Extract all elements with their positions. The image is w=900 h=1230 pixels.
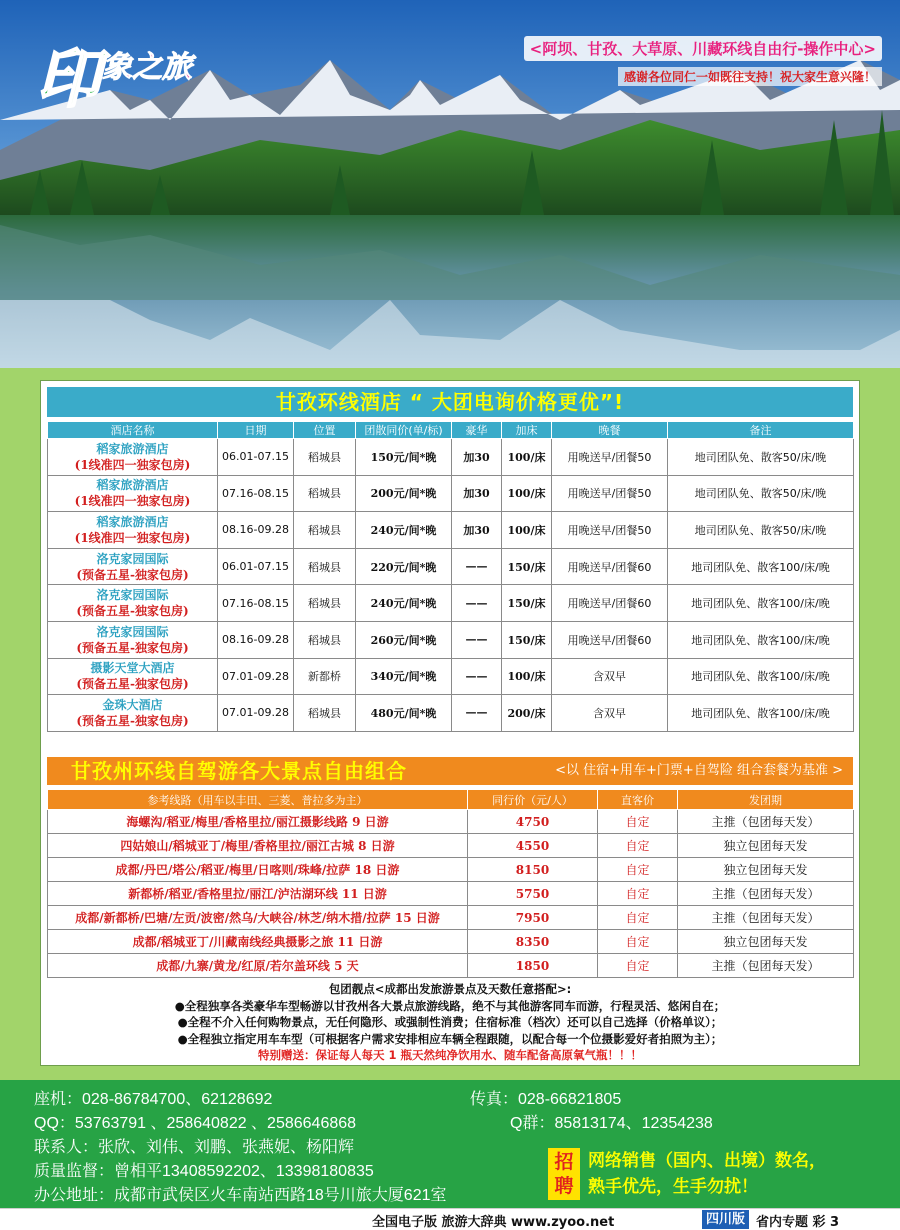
route-departure: 主推（包团每天发） <box>678 810 854 834</box>
hotel-date: 06.01-07.15 <box>218 548 294 585</box>
route-departure: 独立包团每天发 <box>678 930 854 954</box>
route-table <box>47 789 854 978</box>
col-hotel-name: 酒店名称 <box>48 422 218 439</box>
hotel-name-cell <box>48 548 218 585</box>
route-retail-price: 自定 <box>598 834 678 858</box>
hotel-note: 地司团队免、散客100/床/晚 <box>668 658 854 695</box>
route-retail-price: 自定 <box>598 954 678 978</box>
route-name: 四姑娘山/稻城亚丁/梅里/香格里拉/丽江古城 8 日游 <box>48 834 468 858</box>
table-row <box>48 858 854 882</box>
route-table-header <box>48 790 854 810</box>
hotel-note: 地司团队免、散客100/床/晚 <box>668 548 854 585</box>
logo-big-char: 印 <box>36 42 96 117</box>
hotel-name-cell <box>48 512 218 549</box>
recruit-line-2: 熟手优先，生手勿扰！ <box>588 1177 758 1197</box>
route-retail-price: 自定 <box>598 882 678 906</box>
special-gift: 特别赠送：保证每人每天 1 瓶天然纯净饮用水、随车配备高原氧气瓶！！！ <box>257 1048 642 1062</box>
hotel-note: 地司团队免、散客50/床/晚 <box>668 439 854 476</box>
hotel-luxury: 加30 <box>452 475 502 512</box>
hotel-name: 摄影天堂大酒店 <box>90 661 175 676</box>
route-departure: 主推（包团每天发） <box>678 882 854 906</box>
header-banner <box>0 0 900 368</box>
edition-badge: 四川版 <box>702 1210 749 1229</box>
route-name: 成都/丹巴/塔公/稻亚/梅里/日喀则/珠峰/拉萨 18 日游 <box>48 858 468 882</box>
notes-line: ●全程不介入任何购物景点，无任何隐形、或强制性消费；住宿标准（档次）还可以自己选择（价格单议）； <box>177 1015 723 1029</box>
route-trade-price: 5750 <box>468 882 598 906</box>
table-row <box>48 810 854 834</box>
office-address: 办公地址：成都市武侯区火车南站西路18号川旅大厦621室 <box>34 1187 447 1204</box>
content-area <box>0 368 900 1080</box>
col-retail-price: 直客价 <box>598 790 678 810</box>
hotel-luxury: 加30 <box>452 439 502 476</box>
contact-phone: 座机：028-86784700、62128692 <box>34 1091 273 1108</box>
hotel-luxury: —— <box>452 658 502 695</box>
hotel-name-cell <box>48 658 218 695</box>
notes-line: ●全程独立指定用车车型（可根据客户需求安排相应车辆全程跟随，以配合每一个位摄影爱好者拍照为主）； <box>177 1031 723 1046</box>
hotel-dinner: 含双早 <box>552 695 668 732</box>
hotel-price: 240元/间*晚 <box>356 585 452 622</box>
table-row <box>48 621 854 658</box>
hotel-name-cell <box>48 439 218 476</box>
route-trade-price: 4550 <box>468 834 598 858</box>
hotel-table <box>47 421 854 732</box>
route-trade-price: 8350 <box>468 930 598 954</box>
hotel-date: 08.16-09.28 <box>218 512 294 549</box>
hotel-dinner: 用晚送早/团餐50 <box>552 439 668 476</box>
col-date: 日期 <box>218 422 294 439</box>
hotel-price: 480元/间*晚 <box>356 695 452 732</box>
hotel-extra-bed: 200/床 <box>502 695 552 732</box>
contact-qq-group: Q群：85813174、12354238 <box>510 1115 713 1132</box>
route-retail-price: 自定 <box>598 858 678 882</box>
table-row <box>48 585 854 622</box>
hotel-luxury: —— <box>452 548 502 585</box>
route-name: 成都/新都桥/巴塘/左贡/波密/然乌/大峡谷/林芝/纳木措/拉萨 15 日游 <box>48 906 468 930</box>
hotel-date: 07.01-09.28 <box>218 695 294 732</box>
hotel-note: 地司团队免、散客100/床/晚 <box>668 695 854 732</box>
table-row <box>48 475 854 512</box>
col-luxury: 豪华 <box>452 422 502 439</box>
route-departure: 主推（包团每天发） <box>678 906 854 930</box>
route-trade-price: 4750 <box>468 810 598 834</box>
hotel-name-cell <box>48 621 218 658</box>
hotel-luxury: —— <box>452 585 502 622</box>
tagline-greeting: 感谢各位同仁一如既往支持！祝大家生意兴隆！ <box>618 67 882 86</box>
logo-small-text: 象之旅 <box>102 50 192 85</box>
contact-qq: QQ：53763791 、258640822 、2586646868 <box>34 1115 357 1132</box>
route-section-title: 甘孜州环线自驾游各大景点自由组合 <box>71 759 407 783</box>
table-row <box>48 906 854 930</box>
hotel-note: 地司团队免、散客50/床/晚 <box>668 512 854 549</box>
route-name: 新都桥/稻亚/香格里拉/丽江/泸沽湖环线 11 日游 <box>48 882 468 906</box>
route-name: 海螺沟/稻亚/梅里/香格里拉/丽江摄影线路 9 日游 <box>48 810 468 834</box>
hotel-tag: (1线准四一独家包房) <box>74 494 191 509</box>
hotel-tag: (1线准四一独家包房) <box>74 530 191 545</box>
hotel-note: 地司团队免、散客100/床/晚 <box>668 621 854 658</box>
route-departure: 独立包团每天发 <box>678 834 854 858</box>
hotel-location: 稻城县 <box>294 475 356 512</box>
table-row <box>48 930 854 954</box>
hotel-luxury: —— <box>452 695 502 732</box>
table-row <box>48 512 854 549</box>
hotel-date: 07.16-08.15 <box>218 585 294 622</box>
hotel-tag: (预备五星-独家包房) <box>76 677 189 692</box>
table-row <box>48 439 854 476</box>
table-row <box>48 658 854 695</box>
hotel-tag: (预备五星-独家包房) <box>76 604 189 619</box>
hotel-dinner: 用晚送早/团餐60 <box>552 548 668 585</box>
hotel-note: 地司团队免、散客50/床/晚 <box>668 475 854 512</box>
hotel-extra-bed: 150/床 <box>502 548 552 585</box>
hotel-date: 07.01-09.28 <box>218 658 294 695</box>
hotel-dinner: 用晚送早/团餐50 <box>552 475 668 512</box>
hotel-extra-bed: 100/床 <box>502 439 552 476</box>
hotel-name: 稻家旅游酒店 <box>96 441 169 456</box>
hotel-date: 08.16-09.28 <box>218 621 294 658</box>
hotel-dinner: 用晚送早/团餐50 <box>552 512 668 549</box>
hotel-date: 06.01-07.15 <box>218 439 294 476</box>
route-section-header <box>47 757 853 785</box>
route-name: 成都/九寨/黄龙/红原/若尔盖环线 5 天 <box>48 954 468 978</box>
quality-supervisor: 质量监督：曾相平13408592202、13398180835 <box>34 1163 374 1180</box>
header-tagline <box>524 36 882 86</box>
col-extra-bed: 加床 <box>502 422 552 439</box>
route-retail-price: 自定 <box>598 930 678 954</box>
package-notes <box>47 981 853 1064</box>
recruit-badge: 招聘 <box>548 1148 580 1200</box>
hotel-name: 金珠大酒店 <box>102 697 163 712</box>
hotel-price: 260元/间*晚 <box>356 621 452 658</box>
col-note: 备注 <box>668 422 854 439</box>
hotel-tag: (预备五星-独家包房) <box>76 567 189 582</box>
hotel-tag: (预备五星-独家包房) <box>76 713 189 728</box>
hotel-name-cell <box>48 695 218 732</box>
hotel-extra-bed: 150/床 <box>502 621 552 658</box>
contact-fax: 传真：028-66821805 <box>470 1091 622 1108</box>
tagline-title: <阿坝、甘孜、大草原、川藏环线自由行-操作中心> <box>524 36 882 61</box>
hotel-tag: (1线准四一独家包房) <box>74 457 191 472</box>
route-retail-price: 自定 <box>598 810 678 834</box>
col-location: 位置 <box>294 422 356 439</box>
hotel-tag: (预备五星-独家包房) <box>76 640 189 655</box>
contact-people: 联系人：张欣、刘伟、刘鹏、张燕妮、杨阳辉 <box>34 1139 355 1156</box>
notes-line: ●全程独享各类豪华车型畅游以甘孜州各大景点旅游线路，绝不与其他游客同车而游，行程灵活、悠闲自在； <box>174 998 726 1013</box>
hotel-name: 洛克家园国际 <box>96 588 169 603</box>
hotel-luxury: 加30 <box>452 512 502 549</box>
hotel-location: 新都桥 <box>294 658 356 695</box>
hotel-note: 地司团队免、散客100/床/晚 <box>668 585 854 622</box>
bottom-bar <box>0 1208 900 1230</box>
hotel-extra-bed: 100/床 <box>502 658 552 695</box>
hotel-location: 稻城县 <box>294 695 356 732</box>
bottom-left-text: 全国电子版 旅游大辞典 www.zyoo.net <box>372 1215 615 1230</box>
hotel-location: 稻城县 <box>294 548 356 585</box>
route-departure: 主推（包团每天发） <box>678 954 854 978</box>
route-trade-price: 8150 <box>468 858 598 882</box>
col-trade-price: 同行价（元/人） <box>468 790 598 810</box>
hotel-dinner: 用晚送早/团餐60 <box>552 621 668 658</box>
hotel-price: 220元/间*晚 <box>356 548 452 585</box>
col-route: 参考线路（用车以丰田、三菱、普拉多为主） <box>48 790 468 810</box>
content-panel <box>40 380 860 1066</box>
hotel-location: 稻城县 <box>294 585 356 622</box>
col-departure: 发团期 <box>678 790 854 810</box>
hotel-dinner: 用晚送早/团餐60 <box>552 585 668 622</box>
route-trade-price: 7950 <box>468 906 598 930</box>
bottom-right-text: 省内专题 彩 3 <box>756 1215 840 1230</box>
hotel-price: 340元/间*晚 <box>356 658 452 695</box>
hotel-name: 稻家旅游酒店 <box>96 478 169 493</box>
hotel-name-cell <box>48 475 218 512</box>
table-row <box>48 882 854 906</box>
route-table-body <box>48 810 854 978</box>
table-row <box>48 548 854 585</box>
recruit-line-1: 网络销售（国内、出境）数名， <box>588 1151 826 1171</box>
hotel-price: 200元/间*晚 <box>356 475 452 512</box>
hotel-dinner: 含双早 <box>552 658 668 695</box>
hotel-name: 洛克家园国际 <box>96 624 169 639</box>
hotel-extra-bed: 100/床 <box>502 475 552 512</box>
table-row <box>48 695 854 732</box>
hotel-location: 稻城县 <box>294 621 356 658</box>
hotel-table-body <box>48 439 854 732</box>
hotel-luxury: —— <box>452 621 502 658</box>
col-price: 团散同价(单/标) <box>356 422 452 439</box>
hotel-extra-bed: 100/床 <box>502 512 552 549</box>
route-section-subtitle: <以 住宿+用车+门票+自驾险 组合套餐为基准 > <box>555 763 843 778</box>
brand-logo <box>36 28 216 117</box>
hotel-location: 稻城县 <box>294 439 356 476</box>
hotel-name: 洛克家园国际 <box>96 551 169 566</box>
notes-title: 包团靓点<成都出发旅游景点及天数任意搭配>: <box>328 982 572 996</box>
hotel-price: 150元/间*晚 <box>356 439 452 476</box>
table-row <box>48 954 854 978</box>
hotel-name: 稻家旅游酒店 <box>96 514 169 529</box>
recruit-text <box>588 1148 826 1200</box>
col-dinner: 晚餐 <box>552 422 668 439</box>
hotel-date: 07.16-08.15 <box>218 475 294 512</box>
hotel-extra-bed: 150/床 <box>502 585 552 622</box>
hotel-name-cell <box>48 585 218 622</box>
route-departure: 独立包团每天发 <box>678 858 854 882</box>
route-retail-price: 自定 <box>598 906 678 930</box>
route-trade-price: 1850 <box>468 954 598 978</box>
route-name: 成都/稻城亚丁/川藏南线经典摄影之旅 11 日游 <box>48 930 468 954</box>
table-row <box>48 834 854 858</box>
hotel-section-title: 甘孜环线酒店 “ 大团电询价格更优”! <box>47 387 853 417</box>
hotel-price: 240元/间*晚 <box>356 512 452 549</box>
hotel-table-header <box>48 422 854 439</box>
hotel-location: 稻城县 <box>294 512 356 549</box>
